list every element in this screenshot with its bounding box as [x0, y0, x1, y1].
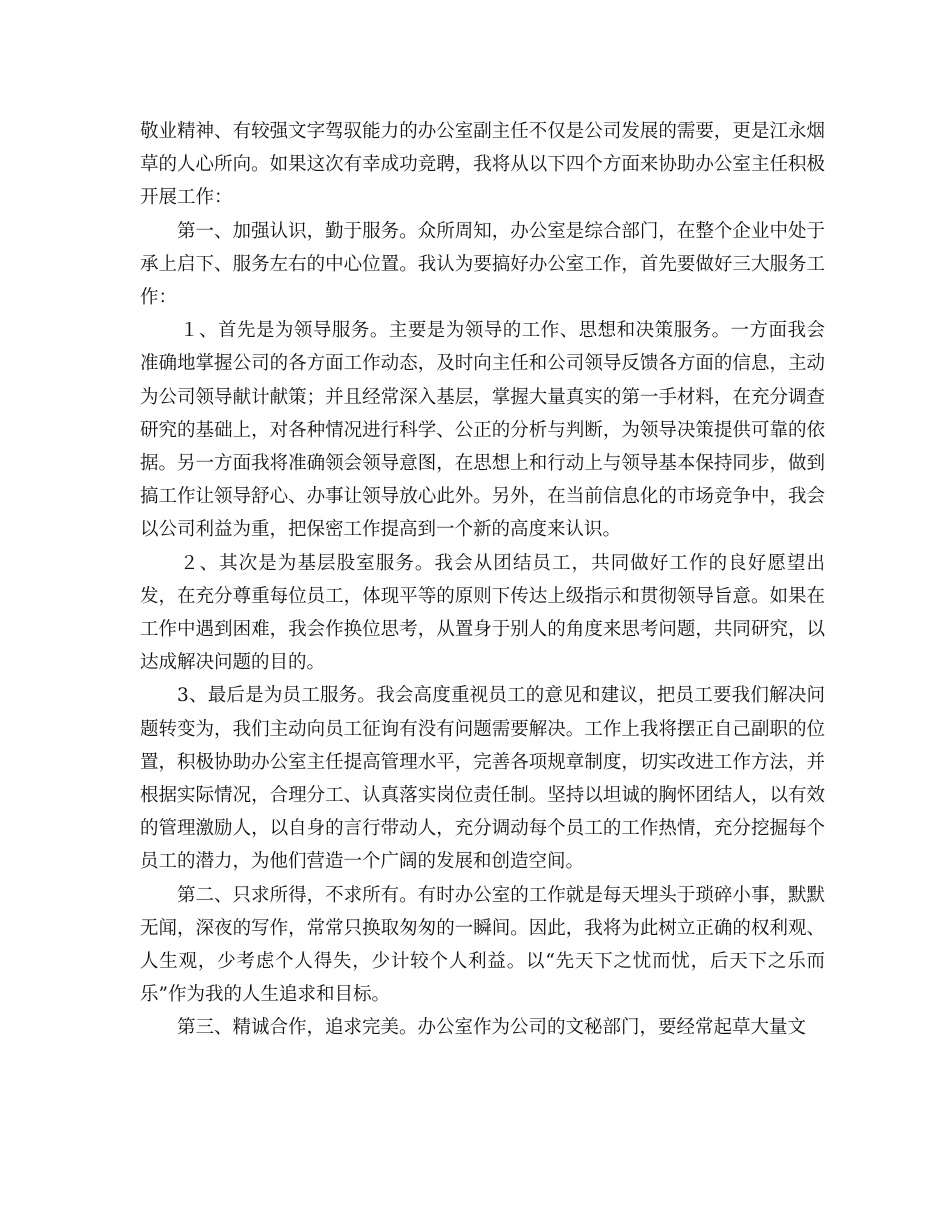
paragraph-first-point: 第一、加强认识，勤于服务。众所周知，办公室是综合部门，在整个企业中处于承上启下、服务左右的中心位置。我认为要搞好办公室工作，首先要做好三大服务工作： [140, 220, 825, 309]
paragraph-serve-leaders: １、首先是为领导服务。主要是为领导的工作、思想和决策服务。一方面我会准确地掌握公司的各方面工作动态，及时向主任和公司领导反馈各方面的信息，主动为公司领导献计献策；并且经常深入基层，掌握大量真实的第一手材料，在充分调查研究的基础上，对各种情况进行科学、公正的分析与判断，为领导决策提供可靠的依据。另一方面我将准确领会领导意图，在思想上和行动上与领导基本保持同步，做到搞工作让领导舒心、办事让领导放心此外。另外，在当前信息化的市场竞争中，我会以公司利益为重，把保密工作提高到一个新的高度来认识。 [140, 320, 825, 541]
paragraph-second-point: 第二、只求所得，不求所有。有时办公室的工作就是每天埋头于琐碎小事，默默无闻，深夜的写作，常常只换取匆匆的一瞬间。因此，我将为此树立正确的权利观、人生观，少考虑个人得失，少计较个人利益。以“先天下之忧而忧，后天下之乐而乐”作为我的人生追求和目标。 [140, 884, 825, 1006]
paragraph-intro-continued: 敬业精神、有较强文字驾驭能力的办公室副主任不仅是公司发展的需要，更是江永烟草的人心所向。如果这次有幸成功竞聘，我将从以下四个方面来协助办公室主任积极开展工作： [140, 121, 825, 209]
paragraph-serve-employees: 3、最后是为员工服务。我会高度重视员工的意见和建议，把员工要我们解决问题转变为，我们主动向员工征询有没有问题需要解决。工作上我将摆正自己副职的位置，积极协助办公室主任提高管理水平，完善各项规章制度，切实改进工作方法，并根据实际情况，合理分工、认真落实岗位责任制。坚持以坦诚的胸怀团结人，以有效的管理激励人，以自身的言行带动人，充分调动每个员工的工作热情，充分挖掘每个员工的潜力，为他们营造一个广阔的发展和创造空间。 [140, 685, 825, 873]
paragraph-third-point: 第三、精诚合作，追求完美。办公室作为公司的文秘部门，要经常起草大量文 [177, 1017, 807, 1039]
document-body [140, 115, 825, 1045]
paragraph-serve-departments: ２、其次是为基层股室服务。我会从团结员工，共同做好工作的良好愿望出发，在充分尊重每位员工，体现平等的原则下传达上级指示和贯彻领导旨意。如果在工作中遇到困难，我会作换位思考，从置身于别人的角度来思考问题，共同研究，以达成解决问题的目的。 [140, 552, 825, 674]
